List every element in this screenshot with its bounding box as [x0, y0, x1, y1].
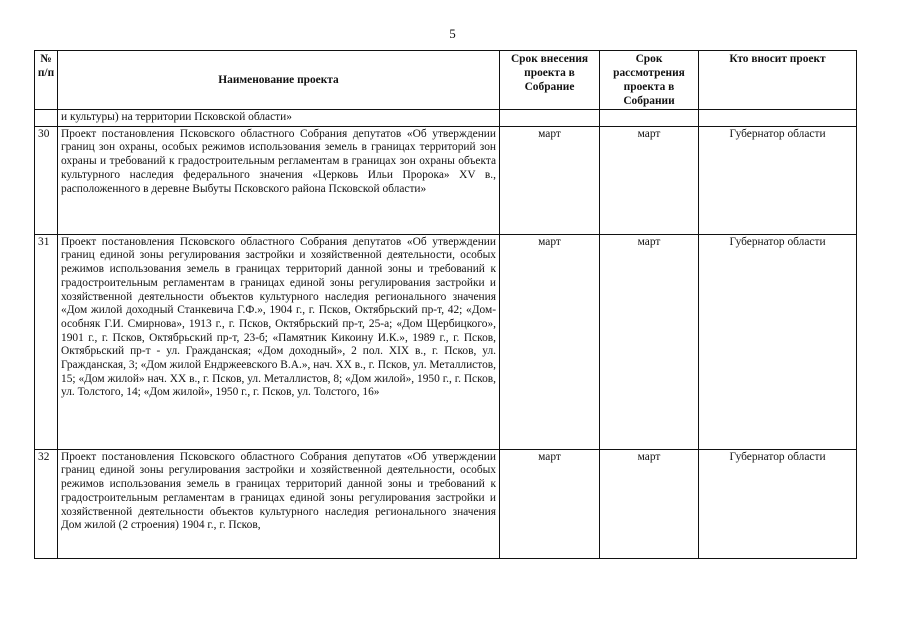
page-number: 5 [449, 26, 456, 41]
continuation-num-cell [35, 110, 58, 127]
table-header-row [35, 51, 857, 110]
row-number: 30 [35, 126, 58, 234]
header-submission-date: Срок внесения проекта в Собрание [500, 51, 600, 110]
continuation-empty-cell [699, 110, 857, 127]
review-date: март [600, 126, 699, 234]
table-row [35, 126, 857, 234]
header-review-date: Срок рассмотрения проекта в Собрании [600, 51, 699, 110]
submitter: Губернатор области [699, 126, 857, 234]
project-name: Проект постановления Псковского областного Собрания депутатов «Об утверждении границ единой зоны регулирования застройки и хозяйственной деятельности, особых режимов использования земель в границах территорий данной зоны и требований к градостроительным регламентам в границах единой зоны регулирования застройки и хозяйственной деятельности объектов культурного наследия регионального значения Дом жилой (2 строения) 1904 г., г. Псков, [58, 449, 500, 558]
submitter: Губернатор области [699, 449, 857, 558]
table-row [35, 449, 857, 558]
project-name: Проект постановления Псковского областного Собрания депутатов «Об утверждении границ единой зоны регулирования застройки и хозяйственной деятельности, особых режимов использования земель в границах территорий данной зоны и требований к градостроительным регламентам в границах единой зоны регулирования застройки и хозяйственной деятельности объектов культурного наследия регионального значения «Дом жилой доходный Станкевича Г.Ф.», 1904 г., г. Псков, Октябрьский пр-т, 42; «Дом-особняк Г.И. Смирнова», 1913 г., г. Псков, Октябрьский пр-т, 25-а; «Дом Щербицкого», 1901 г., г. Псков, Октябрьский пр-т, 23-б; «Памятник Кикоину И.К.», 1989 г., г. Псков, Октябрьский пр-т - ул. Гражданская; «Дом доходный», 2 пол. XIX в., г. Псков, ул. Гражданская, 3; «Дом жилой Ендржеевского В.А.», нач. XX в., г. Псков, ул. Металлистов, 15; «Дом жилой» нач. XX в., г. Псков, ул. Металлистов, 8; «Дом жилой», 1950 г., г. Псков, ул. Толстого, 14; «Дом жилой», 1950 г., г. Псков, ул. Толстого, 16» [58, 234, 500, 449]
submission-date: март [500, 449, 600, 558]
project-name: Проект постановления Псковского областного Собрания депутатов «Об утверждении границ зон охраны, особых режимов использования земель в границах территорий зон охраны и требований к градостроительным регламентам в границах зон охраны объекта культурного наследия федерального значения «Церковь Ильи Пророка» XV в., расположенного в деревне Выбуты Псковского района Псковской области» [58, 126, 500, 234]
row-number: 31 [35, 234, 58, 449]
continuation-row [35, 110, 857, 127]
review-date: март [600, 234, 699, 449]
row-number: 32 [35, 449, 58, 558]
header-number: № п/п [35, 51, 58, 110]
header-project-name: Наименование проекта [58, 51, 500, 110]
submission-date: март [500, 126, 600, 234]
review-date: март [600, 449, 699, 558]
continuation-empty-cell [600, 110, 699, 127]
header-submitter: Кто вносит проект [699, 51, 857, 110]
table-row [35, 234, 857, 449]
legislative-plan-table [34, 50, 857, 559]
continuation-text: и культуры) на территории Псковской области» [58, 110, 500, 127]
submission-date: март [500, 234, 600, 449]
submitter: Губернатор области [699, 234, 857, 449]
continuation-empty-cell [500, 110, 600, 127]
